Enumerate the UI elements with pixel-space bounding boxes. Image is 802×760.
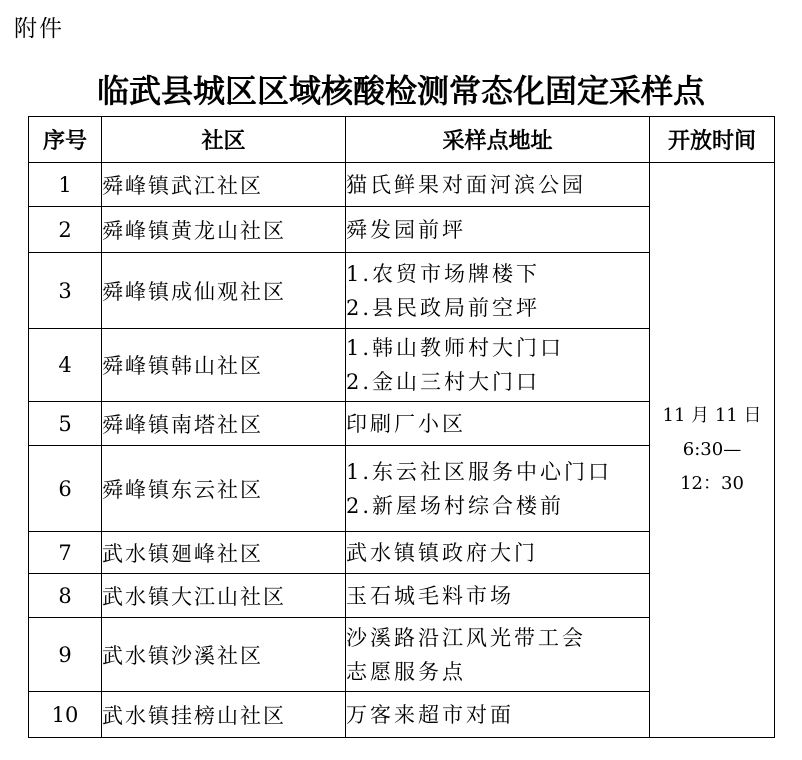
row-number: 3: [29, 253, 102, 329]
address-line: 1.韩山教师村大门口: [346, 336, 565, 360]
row-community: 舜峰镇黄龙山社区: [102, 207, 346, 253]
address-line: 万客来超市对面: [346, 702, 514, 727]
row-address: [346, 163, 650, 207]
row-address: [346, 207, 650, 253]
address-line: 舜发园前坪: [346, 217, 466, 242]
open-time-date: 11 月 11 日: [662, 405, 762, 426]
address-line: 2.新屋场村综合楼前: [346, 493, 565, 518]
row-community: 舜峰镇韩山社区: [102, 329, 346, 402]
row-number: 10: [29, 692, 102, 738]
row-community: 武水镇廻峰社区: [102, 532, 346, 574]
header-open-time: 开放时间: [650, 117, 775, 163]
open-time-end: 12：30: [680, 473, 744, 494]
table-header-row: [29, 117, 775, 163]
address-line: 玉石城毛料市场: [346, 583, 514, 608]
table-body: [29, 163, 775, 738]
row-address: [346, 253, 650, 329]
open-time-start: 6:30—: [682, 439, 742, 460]
document-title: 临武县城区区域核酸检测常态化固定采样点: [96, 72, 705, 110]
address-line: 2.金山三村大门口: [346, 370, 541, 394]
row-address: [346, 618, 650, 692]
row-community: 武水镇挂榜山社区: [102, 692, 346, 738]
address-line: 1.农贸市场牌楼下: [346, 261, 541, 286]
row-community: 舜峰镇东云社区: [102, 446, 346, 532]
header-number: 序号: [29, 117, 102, 163]
row-community: 武水镇大江山社区: [102, 574, 346, 618]
row-number: 7: [29, 532, 102, 574]
row-number: 2: [29, 207, 102, 253]
address-line: 猫氏鲜果对面河滨公园: [346, 172, 586, 197]
address-line: 印刷厂小区: [346, 411, 466, 436]
row-community: 舜峰镇武江社区: [102, 163, 346, 207]
address-line: 志愿服务点: [346, 659, 466, 684]
sampling-points-table: [28, 116, 775, 738]
address-line: 2.县民政局前空坪: [346, 295, 541, 320]
row-address: [346, 402, 650, 446]
row-address: [346, 692, 650, 738]
row-community: 舜峰镇南塔社区: [102, 402, 346, 446]
row-number: 1: [29, 163, 102, 207]
address-line: 武水镇镇政府大门: [346, 540, 538, 565]
table-row: [29, 163, 775, 207]
row-community: 舜峰镇成仙观社区: [102, 253, 346, 329]
row-address: [346, 329, 650, 402]
row-community: 武水镇沙溪社区: [102, 618, 346, 692]
row-number: 8: [29, 574, 102, 618]
row-number: 5: [29, 402, 102, 446]
header-address: 采样点地址: [346, 117, 650, 163]
row-number: 6: [29, 446, 102, 532]
address-line: 沙溪路沿江风光带工会: [346, 625, 586, 650]
row-address: [346, 532, 650, 574]
row-number: 9: [29, 618, 102, 692]
address-line: 1.东云社区服务中心门口: [346, 459, 613, 484]
row-number: 4: [29, 329, 102, 402]
header-community: 社区: [102, 117, 346, 163]
row-address: [346, 446, 650, 532]
open-time-cell: [650, 163, 775, 738]
attachment-label: 附件: [14, 16, 64, 42]
row-address: [346, 574, 650, 618]
